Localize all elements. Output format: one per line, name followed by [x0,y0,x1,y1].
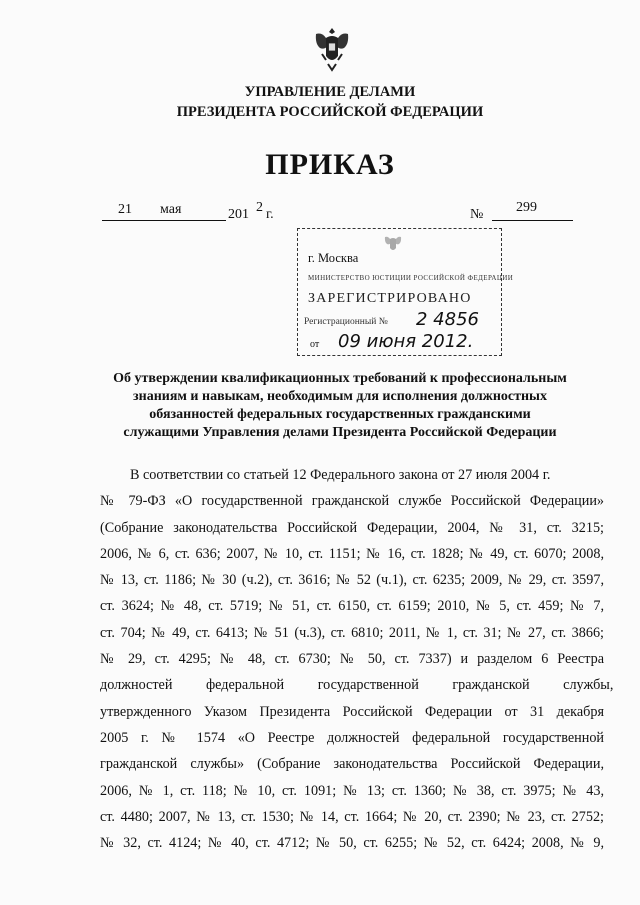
body-line: № 32, ст. 4124; № 40, ст. 4712; № 50, ст. 6255; № 52, ст. 6424; 2008, № 9, [100,835,604,852]
body-line: утвержденного Указом Президента Российской Федерации от 31 декабря [100,703,604,720]
body-line: ст. 704; № 49, ст. 6413; № 51 (ч.3), ст. 6810; 2011, № 1, ст. 31; № 27, ст. 3866; [100,624,604,641]
stamp-reg-label: Регистрационный № [304,317,388,327]
body-line: № 79-ФЗ «О государственной гражданской службе Российской Федерации» [100,493,604,510]
body-line: 2006, № 1, ст. 118; № 10, ст. 1091; № 13; ст. 1360; № 38, ст. 3975; № 43, [100,782,604,799]
body-line: (Собрание законодательства Российской Федерации, 2004, № 31, ст. 3215; [100,519,604,536]
body-line: 2005 г. № 1574 «О Реестре должностей федеральной государственной [100,729,604,746]
heading-line: служащими Управления делами Президента Российской Федерации [123,425,557,440]
org-name-line2: ПРЕЗИДЕНТА РОССИЙСКОЙ ФЕДЕРАЦИИ [176,104,484,120]
order-month: мая [160,202,182,217]
org-name-line1: УПРАВЛЕНИЕ ДЕЛАМИ [244,84,416,100]
heading-line: знаниям и навыкам, необходимым для исполнения должностных [133,389,547,404]
body-line: ст. 3624; № 48, ст. 5719; № 51, ст. 6150, ст. 6159; 2010, № 5, ст. 459; № 7, [100,598,604,615]
order-day: 21 [118,202,132,217]
stamp-date-prefix: от [310,339,320,350]
registration-stamp [297,228,514,356]
stamp-registered: ЗАРЕГИСТРИРОВАНО [308,291,472,306]
body-line: В соответствии со статьей 12 Федерального закона от 27 июля 2004 г. [130,467,551,483]
heading-line: Об утверждении квалификационных требований к профессиональным [113,371,567,386]
heading-line: обязанностей федеральных государственных гражданскими [149,407,531,422]
order-heading [90,370,590,442]
order-year-prefix: 201 [228,207,249,222]
body-line: гражданской службы» (Собрание законодательства Российской Федерации, [100,756,604,773]
body-paragraph [100,462,614,856]
document-title: ПРИКАЗ [265,148,395,181]
order-number-label: № [470,207,484,222]
body-line: должностей федеральной государственной гражданской службы, [100,677,614,694]
date-underline [102,220,226,221]
stamp-emblem-icon [382,232,404,256]
body-line: ст. 4480; 2007, № 13, ст. 1530; № 14, ст. 1664; № 20, ст. 2390; № 23, ст. 2752; [100,808,604,825]
stamp-city: г. Москва [308,251,359,265]
body-line: № 13, ст. 1186; № 30 (ч.2), ст. 3616; № 52 (ч.1), ст. 6235; 2009, № 29, ст. 3597, [100,572,604,589]
body-line: 2006, № 6, ст. 636; 2007, № 10, ст. 1151; № 16, ст. 1828; № 49, ст. 6070; 2008, [100,545,604,562]
stamp-ministry: МИНИСТЕРСТВО ЮСТИЦИИ РОССИЙСКОЙ ФЕДЕРАЦИИ [308,274,514,282]
state-emblem-icon [312,24,352,72]
order-number: 299 [516,200,537,215]
order-year-suffix: г. [266,207,274,222]
stamp-reg-number: 2 4856 [416,309,479,330]
number-underline [492,220,573,221]
body-line: № 29, ст. 4295; № 48, ст. 6730; № 50, ст. 7337) и разделом 6 Реестра [100,651,604,668]
order-year-digit: 2 [256,200,263,215]
stamp-reg-date: 09 июня 2012. [338,331,474,352]
